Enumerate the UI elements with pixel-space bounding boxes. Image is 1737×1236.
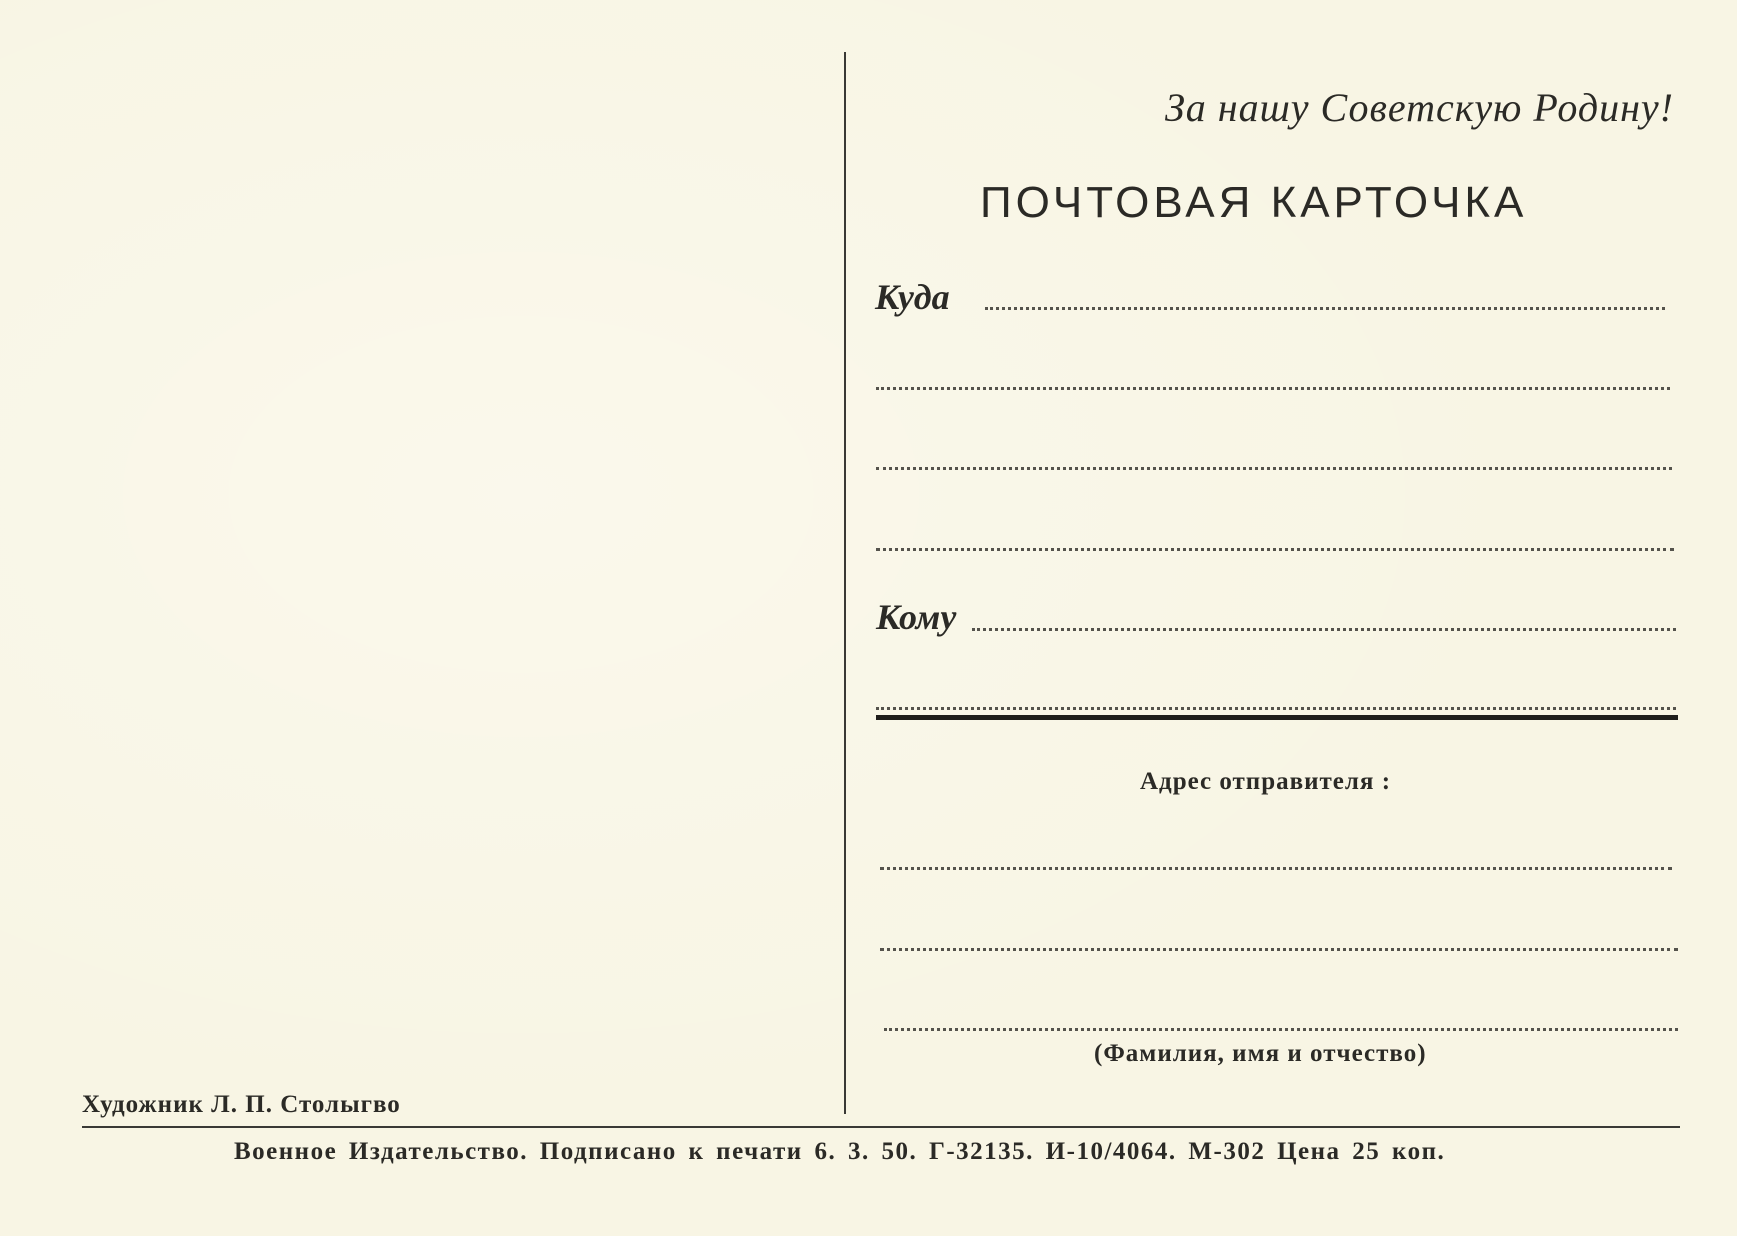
sender-line-1 [880,867,1672,870]
footer-rule [82,1126,1680,1128]
address-line-1 [985,307,1665,310]
artist-credit: Художник Л. П. Столыгво [82,1091,401,1118]
publisher-imprint: Военное Издательство. Подписано к печати 6. 3. 50. Г-32135. И-10/4064. М-302 Цена 25 коп. [234,1138,1446,1165]
slogan: За нашу Советскую Родину! [1164,85,1674,130]
to-whom-label: Кому [876,597,957,637]
address-line-4 [876,548,1674,551]
sender-line-2 [880,948,1678,951]
sender-address-label: Адрес отправителя : [1140,768,1392,795]
sender-name-hint: (Фамилия, имя и отчество) [1094,1040,1427,1067]
vertical-divider [844,52,846,1114]
recipient-line-1 [972,628,1676,631]
address-line-3 [876,467,1672,470]
address-line-2 [876,387,1670,390]
postcard-title: ПОЧТОВАЯ КАРТОЧКА [980,178,1528,227]
sender-line-3 [884,1028,1678,1031]
to-where-label: Куда [875,277,950,317]
recipient-line-2 [876,707,1676,710]
separator-rule [876,715,1678,720]
